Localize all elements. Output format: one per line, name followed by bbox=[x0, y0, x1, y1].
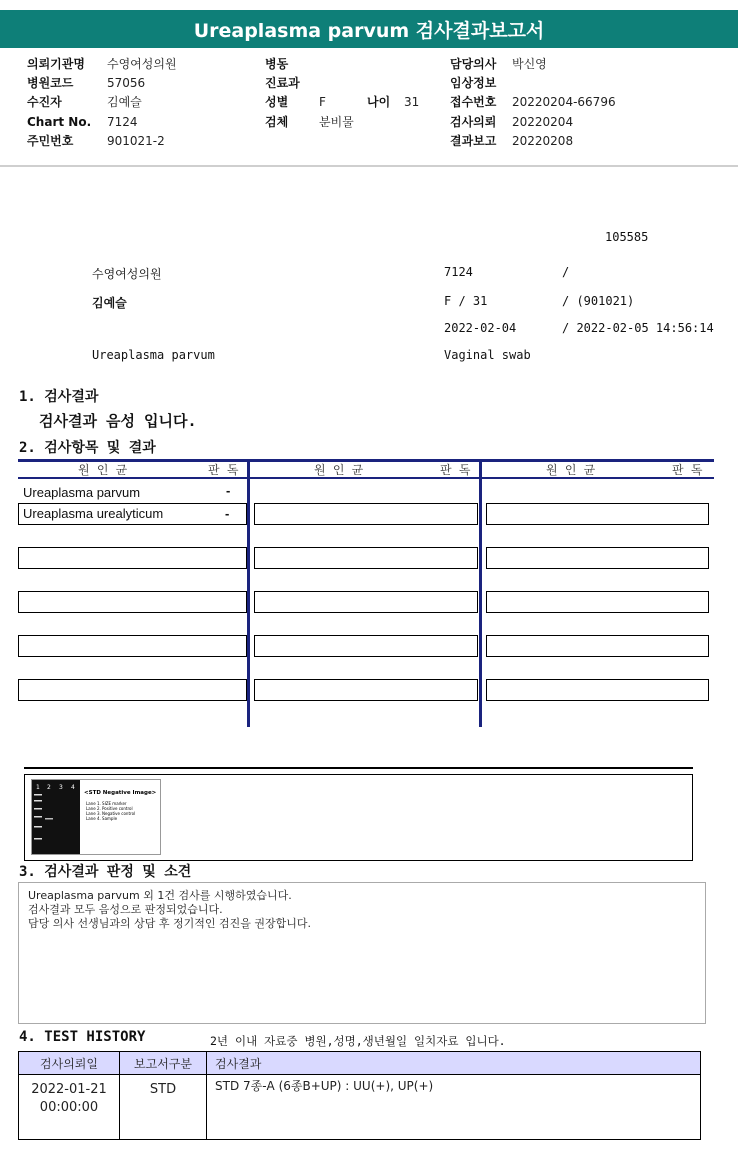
result-row-2 bbox=[18, 503, 247, 525]
history-table bbox=[18, 1051, 701, 1140]
history-col-result: 검사결과 bbox=[207, 1052, 701, 1075]
label-clinical-info: 임상정보 bbox=[450, 76, 497, 91]
value-age: 31 bbox=[404, 95, 420, 110]
label-resident-no: 주민번호 bbox=[27, 133, 74, 148]
section2-heading: 2. 검사항목 및 결과 bbox=[19, 440, 156, 456]
section4-heading: 4. TEST HISTORY bbox=[19, 1029, 146, 1045]
gel-title: <STD Negative Image> bbox=[84, 790, 157, 796]
label-department: 진료과 bbox=[265, 76, 300, 91]
col3-header-judgement: 판 독 bbox=[672, 463, 703, 477]
label-request-date: 검사의뢰 bbox=[450, 114, 497, 129]
summary-birth: / (901021) bbox=[562, 294, 635, 308]
result-row-2-organism: Ureaplasma urealyticum bbox=[23, 506, 164, 521]
history-note: 2년 이내 자료중 병원,성명,생년월일 일치자료 입니다. bbox=[210, 1034, 506, 1048]
result-row-1-organism: Ureaplasma parvum bbox=[23, 485, 141, 500]
header-divider bbox=[0, 165, 738, 167]
col1-header-organism: 원 인 균 bbox=[78, 463, 128, 477]
value-report-date: 20220208 bbox=[512, 133, 574, 148]
opinion-box bbox=[18, 882, 706, 1024]
col2-header-judgement: 판 독 bbox=[440, 463, 471, 477]
opinion-line-2: 검사결과 모두 음성으로 판정되었습니다. bbox=[28, 903, 223, 916]
summary-id: 105585 bbox=[605, 230, 649, 244]
label-chart-no: Chart No. bbox=[27, 114, 92, 129]
empty-result-cell bbox=[486, 547, 709, 569]
value-hospital-code: 57056 bbox=[107, 76, 146, 91]
summary-name: 김예슬 bbox=[92, 296, 127, 310]
history-row-type: STD bbox=[120, 1075, 207, 1140]
gel-image-svg bbox=[32, 780, 160, 854]
summary-test-name: Ureaplasma parvum bbox=[92, 348, 215, 362]
gel-section-divider bbox=[24, 767, 693, 769]
section1-result-text: 검사결과 음성 입니다. bbox=[39, 412, 197, 430]
opinion-line-1: Ureaplasma parvum 외 1건 검사를 시행하였습니다. bbox=[28, 889, 292, 902]
empty-result-cell bbox=[18, 635, 247, 657]
report-title: Ureaplasma parvum 검사결과보고서 bbox=[0, 10, 738, 48]
summary-request-date: 2022-02-04 bbox=[444, 321, 517, 335]
summary-sex-age: F / 31 bbox=[444, 294, 488, 308]
empty-result-cell bbox=[254, 635, 478, 657]
label-patient: 수진자 bbox=[27, 95, 62, 110]
history-row bbox=[19, 1075, 701, 1140]
value-chart-no: 7124 bbox=[107, 114, 138, 129]
result-row-1-judgement: - bbox=[226, 483, 231, 498]
col3-header-organism: 원 인 균 bbox=[546, 463, 596, 477]
history-row-time: 00:00:00 bbox=[39, 1100, 99, 1115]
results-grid-divider-2 bbox=[479, 459, 482, 727]
empty-result-cell bbox=[18, 547, 247, 569]
summary-clinic: 수영여성의원 bbox=[92, 267, 162, 281]
header-col-1 bbox=[27, 55, 177, 151]
summary-chart-no: 7124 bbox=[444, 265, 473, 279]
empty-result-cell bbox=[486, 591, 709, 613]
history-header-row bbox=[19, 1052, 701, 1075]
empty-result-cell bbox=[486, 503, 709, 525]
empty-result-cell bbox=[254, 503, 478, 525]
lane-label-3: 3 bbox=[59, 784, 63, 791]
history-row-result: STD 7종-A (6종B+UP) : UU(+), UP(+) bbox=[207, 1075, 701, 1140]
value-doctor: 박신영 bbox=[512, 57, 547, 71]
empty-result-cell bbox=[254, 547, 478, 569]
lane-label-4: 4 bbox=[71, 784, 75, 791]
summary-slash: / bbox=[562, 265, 570, 279]
gel-image-box bbox=[24, 774, 693, 861]
header-col-2 bbox=[265, 55, 419, 132]
empty-result-cell bbox=[486, 679, 709, 701]
label-doctor: 담당의사 bbox=[450, 57, 497, 71]
value-sex: F bbox=[319, 95, 326, 110]
label-report-date: 결과보고 bbox=[450, 133, 497, 148]
section3-heading: 3. 검사결과 판정 및 소견 bbox=[19, 864, 192, 880]
empty-result-cell bbox=[486, 635, 709, 657]
value-patient: 김예슬 bbox=[107, 95, 142, 110]
gel-legend-lane-2: Lane 2. Positive control bbox=[86, 806, 133, 811]
gel-legend-lane-4: Lane 4. Sample bbox=[86, 816, 118, 821]
gel-electrophoresis-image bbox=[31, 779, 161, 855]
empty-result-cell bbox=[18, 679, 247, 701]
value-resident-no: 901021-2 bbox=[107, 133, 165, 148]
label-age: 나이 bbox=[367, 95, 391, 110]
history-row-date-cell bbox=[19, 1075, 120, 1140]
lane-label-2: 2 bbox=[47, 784, 51, 791]
label-requesting-clinic: 의뢰기관명 bbox=[27, 57, 85, 71]
empty-result-cell bbox=[254, 591, 478, 613]
gel-legend-lane-3: Lane 3. Negative control bbox=[86, 811, 136, 816]
lane-label-1: 1 bbox=[36, 784, 40, 791]
label-hospital-code: 병원코드 bbox=[27, 76, 74, 91]
empty-result-cell bbox=[254, 679, 478, 701]
history-col-report-type: 보고서구분 bbox=[120, 1052, 207, 1075]
summary-specimen: Vaginal swab bbox=[444, 348, 531, 362]
value-request-date: 20220204 bbox=[512, 114, 574, 129]
value-requesting-clinic: 수영여성의원 bbox=[107, 57, 177, 71]
result-row-2-judgement: - bbox=[225, 506, 230, 521]
section1-heading: 1. 검사결과 bbox=[19, 389, 99, 405]
value-receipt-no: 20220204-66796 bbox=[512, 95, 616, 110]
gel-legend-lane-1: Lane 1. SIZE marker bbox=[86, 801, 127, 806]
summary-report-time: / 2022-02-05 14:56:14 bbox=[562, 321, 714, 335]
history-col-request-date: 검사의뢰일 bbox=[19, 1052, 120, 1075]
label-ward: 병동 bbox=[265, 57, 289, 71]
opinion-line-3: 담당 의사 선생님과의 상담 후 정기적인 검진을 권장합니다. bbox=[28, 917, 311, 930]
label-sex: 성별 bbox=[265, 95, 289, 110]
col2-header-organism: 원 인 균 bbox=[314, 463, 364, 477]
empty-result-cell bbox=[18, 591, 247, 613]
results-grid-divider-1 bbox=[247, 459, 250, 727]
label-specimen: 검체 bbox=[265, 114, 289, 129]
history-row-date: 2022-01-21 bbox=[31, 1082, 107, 1097]
value-specimen: 분비물 bbox=[319, 114, 354, 129]
header-col-3 bbox=[450, 55, 616, 151]
col1-header-judgement: 판 독 bbox=[208, 463, 239, 477]
label-receipt-no: 접수번호 bbox=[450, 95, 497, 110]
